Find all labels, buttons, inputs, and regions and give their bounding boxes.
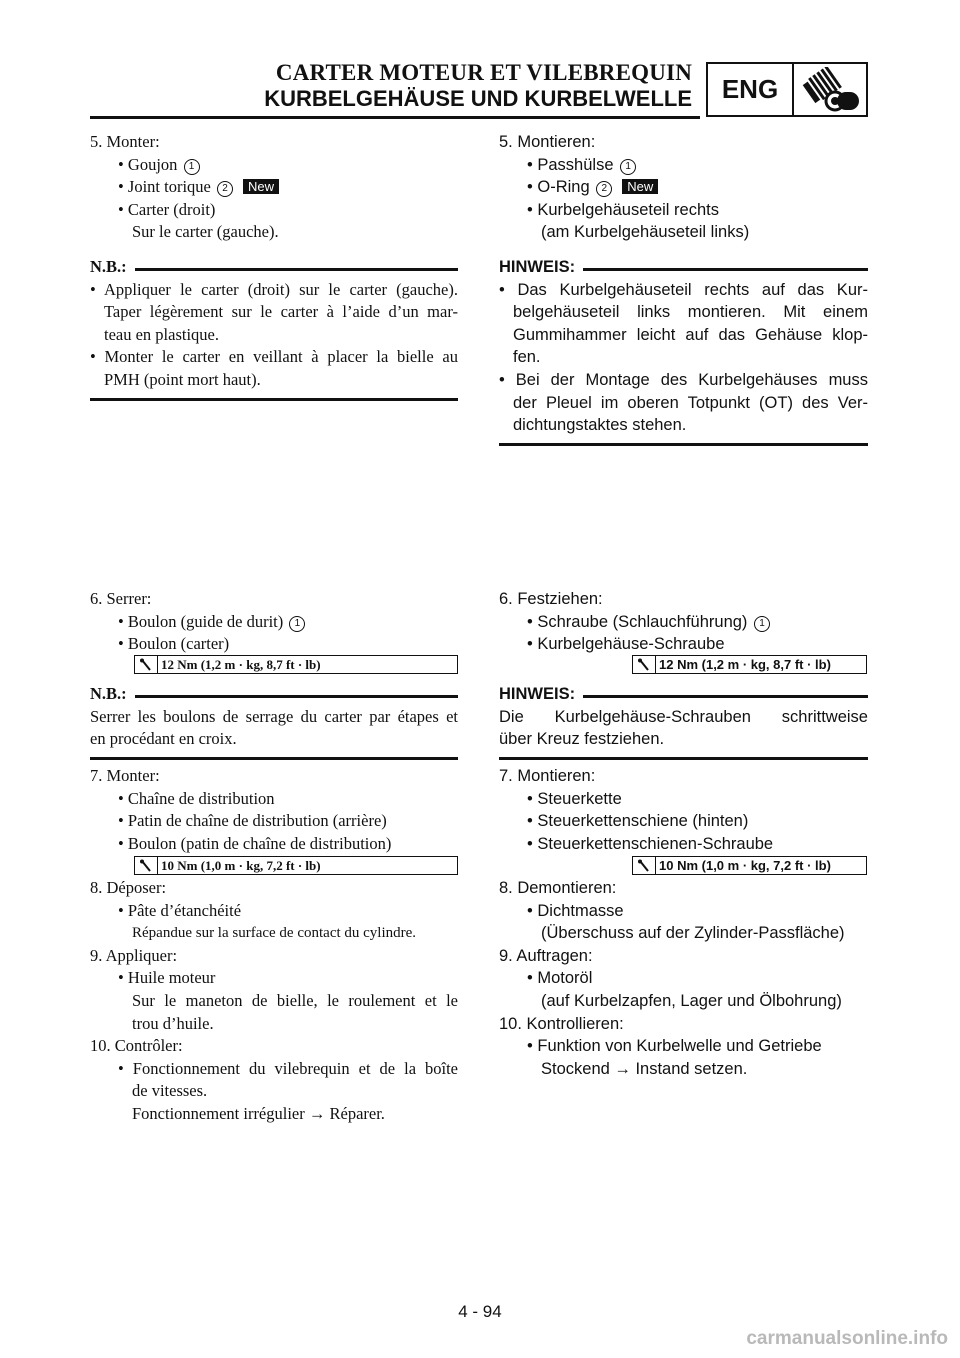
fr-step-9-item-1-sub: Sur le maneton de bielle, le roulement et le	[132, 990, 458, 1010]
new-badge: New	[622, 179, 658, 194]
de-step-8-heading: 8. Demontieren:	[499, 879, 617, 897]
fr-note-1-bullet-2-cont: PMH (point mort haut).	[104, 369, 261, 389]
ref-1-icon: 1	[754, 616, 770, 632]
fr-step-6-heading: 6. Serrer:	[90, 589, 152, 608]
fr-step-5-item-3: • Carter (droit)	[118, 199, 216, 219]
fr-step-7-item-1: • Chaîne de distribution	[118, 788, 275, 808]
fr-step-8-item-1-sub: Répandue sur la surface de contact du cylindre.	[132, 925, 417, 942]
fr-note-2-line-1: Serrer les boulons de serrage du carter par étapes et	[90, 706, 458, 726]
fr-note-1-bullet-1-cont2: teau en plastique.	[104, 324, 220, 344]
torque-wrench-icon	[633, 857, 656, 874]
fr-note-1-bullet-1-cont: Taper légèrement sur le carter à l’aide d’un mar-	[104, 302, 458, 322]
de-step-5	[499, 131, 868, 244]
de-note-2	[499, 683, 868, 760]
ref-2-icon: 2	[596, 181, 612, 197]
de-note-1-bullet-2-cont: der Pleuel im oberen Totpunkt (OT) des Ver-	[513, 393, 868, 412]
note-rule	[583, 268, 868, 271]
fr-step-10-item-1: • Fonctionnement du vilebrequin et de la boîte	[118, 1058, 459, 1078]
fr-step-7-item-2: • Patin de chaîne de distribution (arrière)	[118, 811, 387, 831]
de-torque-spec-10	[632, 856, 867, 875]
note-rule	[135, 268, 458, 271]
fr-step-6-item-2: • Boulon (carter)	[118, 634, 230, 654]
torque-wrench-icon	[135, 656, 158, 673]
de-step-9-item-1: • Motoröl	[527, 969, 593, 988]
fr-torque-value: 12 Nm (1,2 m · kg, 8,7 ft · lb)	[161, 656, 321, 672]
de-torque-spec-12	[632, 655, 867, 674]
torque-wrench-icon	[633, 656, 656, 673]
new-badge: New	[243, 179, 279, 194]
fr-step-10-item-1-sub: Fonctionnement irrégulier → Réparer.	[132, 1103, 385, 1123]
de-step-7-item-1: • Steuerkette	[527, 789, 622, 808]
fr-step-5-item-1: • Goujon 1	[90, 154, 458, 177]
fr-step-9-item-1-sub-cont: trou d’huile.	[132, 1013, 214, 1033]
de-torque-value: 12 Nm (1,2 m · kg, 8,7 ft · lb)	[659, 657, 831, 672]
fr-note-2	[90, 683, 458, 760]
de-step-9-heading: 9. Auftragen:	[499, 946, 593, 965]
de-step-9-item-1-sub: (auf Kurbelzapfen, Lager und Ölbohrung)	[541, 991, 842, 1010]
de-note-1-bullet-1-cont2: Gummihammer leicht auf das Gehäuse klop-	[513, 325, 868, 344]
de-step-8-item-1: • Dichtmasse	[527, 901, 624, 920]
note-rule	[135, 695, 458, 698]
fr-step-6-item-1: • Boulon (guide de durit) 1	[90, 611, 458, 634]
fr-step-5-heading: 5. Monter:	[90, 132, 160, 151]
de-step-6-item-1: • Schraube (Schlauchführung) 1	[499, 611, 868, 634]
de-note-1-header	[499, 256, 868, 279]
de-note-2-label: HINWEIS:	[499, 685, 576, 703]
de-note-1-label: HINWEIS:	[499, 258, 576, 276]
de-note-1-bullet-2: • Bei der Montage des Kurbelgehäuses muss	[499, 370, 868, 389]
fr-step-7	[90, 765, 458, 855]
fr-step-5-item-3-sub: Sur le carter (gauche).	[132, 222, 279, 242]
de-step-5-heading: 5. Montieren:	[499, 133, 596, 151]
de-note-1-bullet-2-cont2: dichtungstaktes stehen.	[513, 416, 687, 435]
ref-1-icon: 1	[184, 159, 200, 175]
de-step-7-item-3: • Steuerkettenschienen-Schraube	[527, 834, 774, 853]
de-step-6-item-2: • Kurbelgehäuse-Schraube	[527, 635, 725, 654]
page-number: 4 - 94	[458, 1302, 502, 1321]
fr-note-1-header	[90, 256, 458, 279]
header-rule	[90, 116, 700, 119]
de-step-6-heading: 6. Festziehen:	[499, 590, 603, 608]
de-step-7-heading: 7. Montieren:	[499, 767, 596, 785]
de-note-1-bullet-1: • Das Kurbelgehäuseteil rechts auf das Kur-	[499, 280, 868, 299]
de-note-1-bullet-1-cont: belgehäuseteil links montieren. Mit einem	[513, 303, 868, 322]
de-note-1-bullet-1-cont3: fen.	[513, 348, 541, 367]
section-badge	[706, 62, 868, 117]
fr-step-9-item-1: • Huile moteur	[118, 968, 216, 988]
ref-1-icon: 1	[620, 159, 636, 175]
de-step-8-item-1-sub: (Überschuss auf der Zylinder-Passfläche)	[541, 924, 845, 943]
fr-note-2-line-2: en procédant en croix.	[90, 729, 237, 749]
fr-step-7-item-3: • Boulon (patin de chaîne de distribution)	[118, 833, 392, 853]
de-step-7	[499, 765, 868, 855]
fr-step-9-heading: 9. Appliquer:	[90, 945, 178, 965]
page-title-de: KURBELGEHÄUSE UND KURBELWELLE	[264, 86, 692, 111]
de-step-10-heading: 10. Kontrollieren:	[499, 1014, 624, 1033]
fr-torque-spec-10	[134, 856, 458, 875]
ref-2-icon: 2	[217, 181, 233, 197]
fr-step-7-heading: 7. Monter:	[90, 766, 160, 785]
fr-note-1	[90, 256, 458, 401]
engine-piston-icon	[794, 64, 866, 115]
note-rule	[583, 695, 868, 698]
de-steps-8-10	[499, 877, 868, 1080]
de-note-1	[499, 256, 868, 446]
fr-step-10-heading: 10. Contrôler:	[90, 1036, 183, 1056]
de-step-7-item-2: • Steuerkettenschiene (hinten)	[527, 812, 749, 831]
de-torque-value: 10 Nm (1,0 m · kg, 7,2 ft · lb)	[659, 858, 831, 873]
torque-wrench-icon	[135, 857, 158, 874]
note-end-rule	[499, 757, 868, 760]
fr-step-6	[90, 588, 458, 656]
fr-note-2-label: N.B.:	[90, 684, 127, 703]
note-end-rule	[90, 398, 458, 401]
de-step-5-item-1: • Passhülse 1	[499, 154, 868, 177]
de-step-5-item-3: • Kurbelgehäuseteil rechts	[527, 200, 719, 219]
page-title-fr: CARTER MOTEUR ET VILEBREQUIN	[275, 60, 692, 85]
ref-1-icon: 1	[289, 616, 305, 632]
fr-torque-spec-12	[134, 655, 458, 674]
fr-step-5-item-2: • Joint torique 2 New	[90, 176, 458, 199]
fr-note-1-bullet-1: • Appliquer le carter (droit) sur le carter (gauche).	[90, 279, 458, 299]
fr-torque-value: 10 Nm (1,0 m · kg, 7,2 ft · lb)	[161, 857, 321, 873]
de-step-10-item-1-sub: Stockend → Instand setzen.	[541, 1059, 748, 1078]
note-end-rule	[499, 443, 868, 446]
de-note-2-header	[499, 683, 868, 706]
fr-step-5	[90, 131, 458, 244]
de-note-2-line-2: über Kreuz festziehen.	[499, 730, 665, 749]
de-step-6	[499, 588, 868, 656]
fr-note-2-header	[90, 683, 458, 706]
fr-note-1-label: N.B.:	[90, 257, 127, 276]
note-end-rule	[90, 757, 458, 760]
de-note-2-line-1: Die Kurbelgehäuse-Schrauben schrittweise	[499, 707, 868, 726]
fr-step-8-heading: 8. Déposer:	[90, 878, 167, 897]
fr-step-10-item-1-cont: de vitesses.	[132, 1081, 208, 1101]
de-step-5-item-2: • O-Ring 2 New	[499, 176, 868, 199]
fr-step-8-item-1: • Pâte d’étanchéité	[118, 900, 242, 920]
fr-note-1-bullet-2: • Monter le carter en veillant à placer la bielle au	[90, 347, 458, 367]
de-step-5-item-3-sub: (am Kurbelgehäuseteil links)	[541, 223, 750, 242]
de-step-10-item-1: • Funktion von Kurbelwelle und Getriebe	[527, 1037, 822, 1056]
fr-steps-8-10	[90, 877, 458, 1126]
badge-label: ENG	[708, 64, 794, 115]
watermark: carmanualsonline.info	[746, 1328, 948, 1349]
